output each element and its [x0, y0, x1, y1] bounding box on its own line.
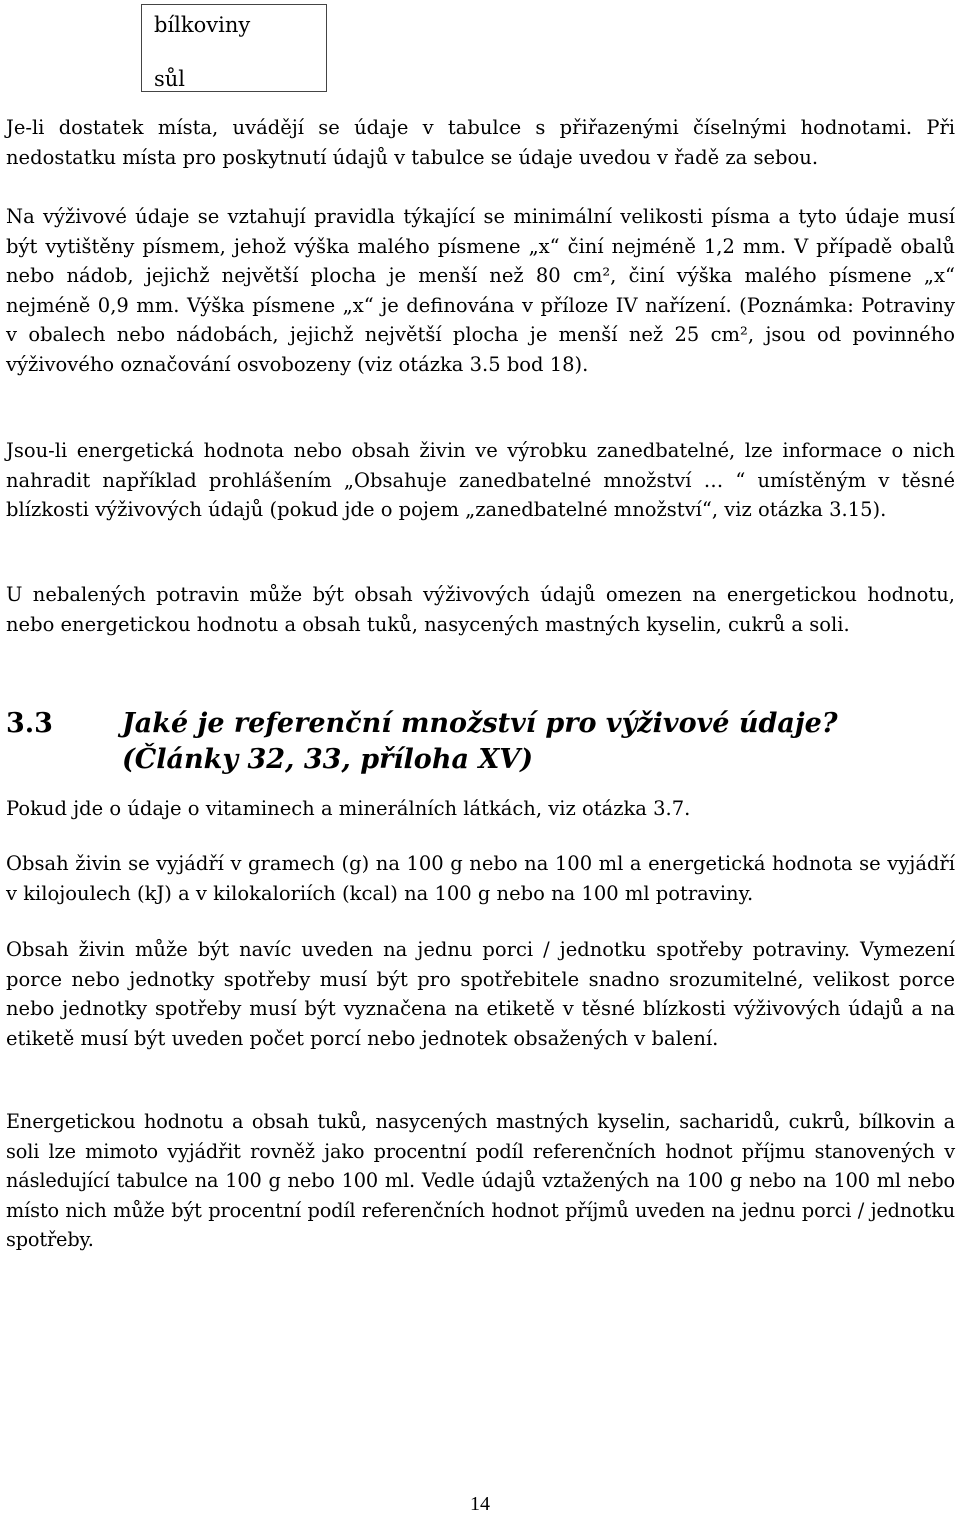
paragraph-negligible-amounts: Jsou-li energetická hodnota nebo obsah živin ve výrobku zanedbatelné, lze informace o nich nahradit například prohlášením „Obsahuje zanedbatelné množství … “ umístěným v těsné blízkosti výživových údajů (pokud jde o pojem „zanedbatelné množství“, viz otázka 3.15).: [6, 439, 955, 522]
page-number: 14: [470, 1493, 490, 1515]
paragraph-table-layout: Je-li dostatek místa, uvádějí se údaje v tabulce s přiřazenými číselnými hodnotami. Při nedostatku místa pro poskytnutí údajů v tabulce se údaje uvedou v řadě za sebou.: [6, 116, 955, 169]
paragraph-unpackaged-foods: U nebalených potravin může být obsah výživových údajů omezen na energetickou hodnotu, nebo energetickou hodnotu a obsah tuků, nasycených mastných kyselin, cukrů a soli.: [6, 583, 955, 636]
paragraph-vitamins-reference: Pokud jde o údaje o vitaminech a minerálních látkách, viz otázka 3.7.: [6, 797, 691, 820]
paragraph-font-size-rules: Na výživové údaje se vztahují pravidla týkající se minimální velikosti písma a tyto údaje musí být vytištěny písmem, jehož výška malého písmene „x“ činí nejméně 1,2 mm. V případě obalů nebo nádob, jejichž největší plocha je menší než 80 cm², činí výška malého písmene „x“ nejméně 0,9 mm. Výška písmene „x“ je definována v příloze IV nařízení. (Poznámka: Potraviny v obalech nebo nádobách, jejichž největší plocha je menší než 25 cm², jsou od povinného výživového označování osvobozeny (viz otázka 3.5 bod 18).: [6, 205, 955, 376]
paragraph-portion: Obsah živin může být navíc uveden na jednu porci / jednotku spotřeby potraviny. Vymezení porce nebo jednotky spotřeby musí být pro spotřebitele snadno srozumitelné, velikost porce nebo jednotky spotřeby musí být vyznačena na etiketě v těsné blízkosti výživových údajů a na etiketě musí být uveden počet porcí nebo jednotek obsažených v balení.: [6, 938, 955, 1050]
nutrition-table-fragment: [141, 4, 327, 92]
paragraph-units: Obsah živin se vyjádří v gramech (g) na 100 g nebo na 100 ml a energetická hodnota se vyjádří v kilojoulech (kJ) a v kilokaloriích (kcal) na 100 g nebo na 100 ml potraviny.: [6, 852, 955, 905]
paragraph-reference-intakes: Energetickou hodnotu a obsah tuků, nasycených mastných kyselin, sacharidů, cukrů, bílkovin a soli lze mimoto vyjádřit rovněž jako procentní podíl referenčních hodnot příjmu stanovených v následující tabulce na 100 g nebo 100 ml. Vedle údajů vztažených na 100 g nebo na 100 ml nebo místo nich může být procentní podíl referenčních hodnot příjmů uveden na jednu porci / jednotku spotřeby.: [6, 1110, 955, 1252]
table-cell-protein: bílkoviny: [154, 13, 251, 37]
table-cell-salt: sůl: [154, 67, 186, 91]
section-title: Jaké je referenční množství pro výživové údaje? (Články 32, 33, příloha XV): [122, 708, 838, 775]
section-number: 3.3: [6, 708, 53, 739]
